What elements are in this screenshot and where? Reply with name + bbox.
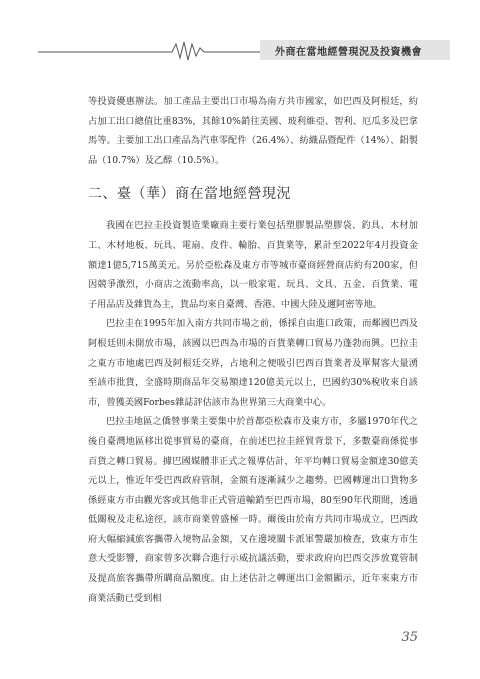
running-header — [0, 38, 480, 62]
page-number: 35 — [401, 630, 418, 645]
body-paragraph: 巴拉圭在1995年加入南方共同市場之前，係採自由進口政策，而鄰國巴西及阿根廷則未開放市場，該國以巴西為市場的百貨業轉口貿易乃蓬勃而興。巴拉圭之東方市地處巴西及阿根廷交界，占地利之便吸引巴西百貨業者及單幫客大量湧至該市批貨，全盛時期商品年交易額達120億美元以上，巴國約30%稅收來自該市，曾獲美國Forbes雜誌評估該市為世界第三大商業中心。 — [88, 318, 418, 408]
header-title: 外商在當地經營現況及投資機會 — [275, 47, 422, 58]
body-paragraph: 我國在巴拉圭投資製造業廠商主要行業包括塑膠製品塑膠袋、釣具、木材加工、木材地板、玩具、電扇、皮件、輪胎、百貨業等，累計至2022年4月投資金額達1億5,715萬美元。另於亞松森及東方市等城市臺商經營商店約有200家，但因競爭激烈，小商店之流動率高，以一般家電、玩具、文具、五金、百貨業、電子用品店及雜貨為主，貨品均來自臺灣、香港、中國大陸及邇阿密等地。 — [88, 220, 418, 310]
section-heading: 二、臺（華）商在當地經營現況 — [88, 186, 291, 203]
page-body — [88, 92, 418, 608]
body-paragraph: 巴拉圭地區之僑營事業主要集中於首都亞松森市及東方市，多屬1970年代之後自臺灣地區移出從事貿易的臺商，在前述巴拉圭經貿背景下，多數臺商係從事百貨之轉口貿易。據巴國媒體非正式之報導估計，年平均轉口貿易金額達30億美元以上，惟近年受巴西政府管制，金額有逐漸減少之趨勢。巴國轉運出口貨物多係經東方市由觀光客或其他非正式管道輸銷至巴西市場，80至90年代期間，透過低關稅及走私途徑，該市商業曾盛極一時。爾後由於南方共同市場成立，巴西政府大幅縮減旅客攜帶入境物品金額，又在邊境關卡派軍警嚴加檢查，致東方市生意大受影響，商家曾多次聯合進行示威抗議活動，要求政府向巴西交涉放寬管制及提高旅客攜帶所購商品額度。由上述估計之轉運出口金額顯示，近年來東方市商業活動已受到相 — [88, 416, 418, 604]
intro-paragraph: 等投資優惠辦法。加工產品主要出口市場為南方共市國家，如巴西及阿根廷，約占加工出口總值比重83%，其餘10%銷往美國、玻利維亞、智利、厄瓜多及巴拿馬等。主要加工出口產品為汽車零配件（26.4%）、紡織品暨配件（14%）、鋁製品（10.7%）及乙醇（10.5%）。 — [88, 96, 418, 166]
